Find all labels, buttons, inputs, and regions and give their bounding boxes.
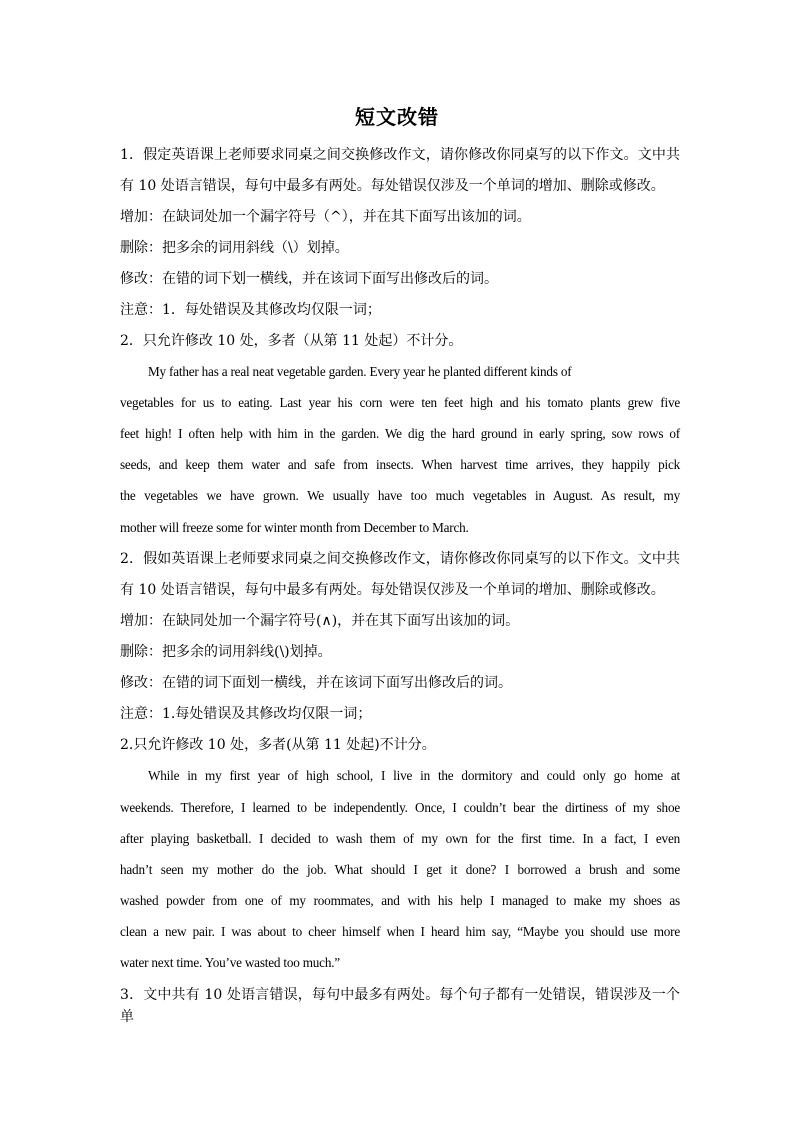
- s1-heading-line-7: 2．只允许修改 10 处，多者（从第 11 处起）不计分。: [120, 333, 463, 349]
- s2-passage-line-4: hadn’t seen my mother do the job. What should I get it done? I borrowed a brush and some: [120, 862, 680, 877]
- s1-heading-line-3: 增加：在缺词处加一个漏字符号（^），并在其下面写出该加的词。: [120, 209, 531, 225]
- s1-heading-line-2: 有 10 处语言错误，每句中最多有两处。每处错误仅涉及一个单词的增加、删除或修改。: [120, 178, 665, 194]
- s1-passage-line-3: feet high! I often help with him in the garden. We dig the hard ground in early spring, sow rows of: [120, 426, 680, 441]
- s2-heading-line-1: 2．假如英语课上老师要求同桌之间交换修改作文，请你修改你同桌写的以下作文。文中共: [120, 551, 680, 567]
- s1-passage-line-4: seeds, and keep them water and safe from insects. When harvest time arrives, they happily pick: [120, 457, 680, 472]
- s1-passage-line-6: mother will freeze some for winter month from December to March.: [120, 520, 469, 535]
- s3-heading-line-1: 3．文中共有 10 处语言错误，每句中最多有两处。每个句子都有一处错误，错误涉及一个单: [120, 987, 680, 1025]
- s1-passage-line-5: the vegetables we have grown. We usually have too much vegetables in August. As result, my: [120, 488, 680, 503]
- s2-heading-line-7: 2.只允许修改 10 处，多者(从第 11 处起)不计分。: [120, 737, 436, 753]
- s1-passage-line-1: My father has a real neat vegetable garden. Every year he planted different kinds of: [148, 364, 572, 379]
- s1-passage-line-2: vegetables for us to eating. Last year his corn were ten feet high and his tomato plants grew five: [120, 395, 680, 410]
- s2-passage-line-5: washed powder from one of my roommates, and with his help I managed to make my shoes as: [120, 893, 680, 908]
- s2-passage-line-3: after playing basketball. I decided to wash them of my own for the first time. In a fact, I even: [120, 831, 680, 846]
- s2-heading-line-2: 有 10 处语言错误，每句中最多有两处。每处错误仅涉及一个单词的增加、删除或修改。: [120, 582, 665, 598]
- s2-heading-line-5: 修改：在错的词下面划一横线，并在该词下面写出修改后的词。: [120, 675, 512, 691]
- s1-heading-line-1: 1．假定英语课上老师要求同桌之间交换修改作文，请你修改你同桌写的以下作文。文中共: [120, 147, 680, 163]
- s2-passage-line-6: clean a new pair. I was about to cheer himself when I heard him say, “Maybe you should use more: [120, 924, 680, 939]
- s2-heading-line-6: 注意：1.每处错误及其修改均仅限一词；: [120, 706, 372, 722]
- s2-heading-line-3: 增加：在缺同处加一个漏字符号(∧)，并在其下面写出该加的词。: [120, 613, 520, 629]
- s1-heading-line-6: 注意：1．每处错误及其修改均仅限一词；: [120, 302, 381, 318]
- page-title: 短文改错: [355, 105, 439, 129]
- s2-heading-line-4: 删除：把多余的词用斜线(\)划掉。: [120, 644, 332, 660]
- s2-passage-line-1: While in my first year of high school, I live in the dormitory and could only go home at: [148, 768, 680, 783]
- s2-passage-line-2: weekends. Therefore, I learned to be independently. Once, I couldn’t bear the dirtiness of my shoe: [120, 800, 680, 815]
- s2-passage-line-7: water next time. You’ve wasted too much.”: [120, 955, 340, 970]
- s1-heading-line-4: 删除：把多余的词用斜线（\）划掉。: [120, 240, 349, 256]
- s1-heading-line-5: 修改：在错的词下划一横线，并在该词下面写出修改后的词。: [120, 271, 498, 287]
